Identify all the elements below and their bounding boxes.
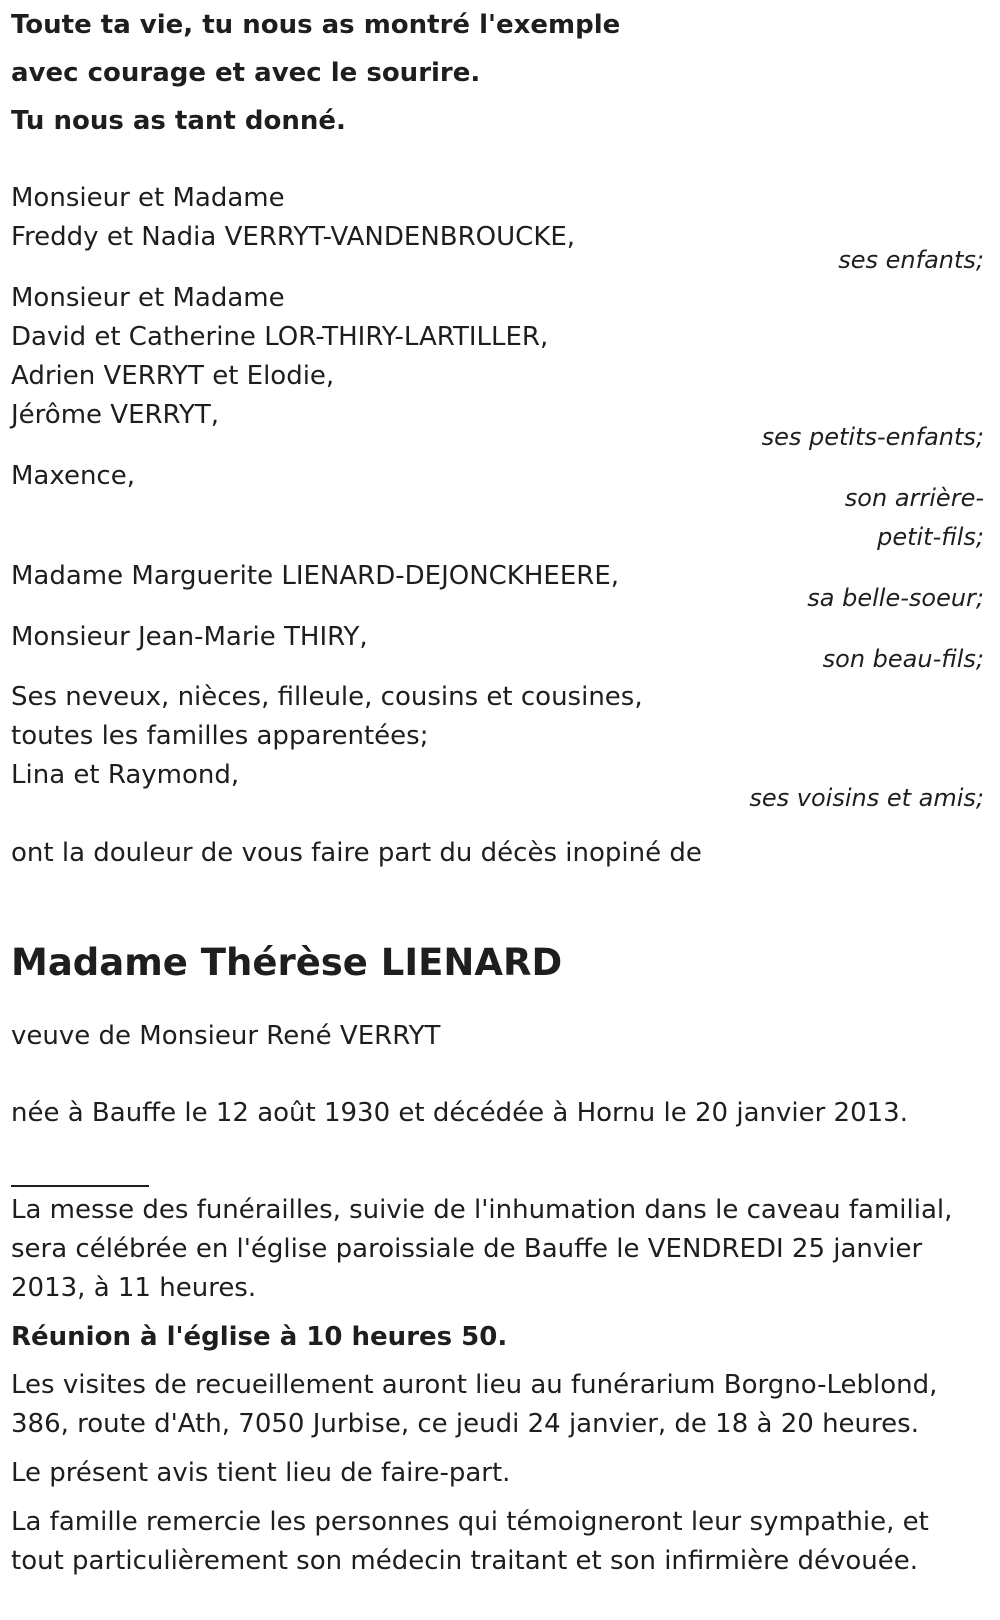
intro-line-1: Toute ta vie, tu nous as montré l'exemple (11, 10, 621, 40)
thanks-line-2: tout particulièrement son médecin traitant et son infirmière dévouée. (11, 1546, 918, 1576)
stepson-role: son beau-fils; (822, 645, 984, 673)
grandchildren-line-1: Monsieur et Madame (11, 283, 285, 313)
thanks-line-1: La famille remercie les personnes qui témoigneront leur sympathie, et (11, 1507, 929, 1537)
children-line-1: Monsieur et Madame (11, 183, 285, 213)
relatives-line-1: Ses neveux, nièces, filleule, cousins et cousines, (11, 682, 643, 712)
separator-rule (11, 1185, 149, 1187)
funeral-mass-line-2: sera célébrée en l'église paroissiale de Bauffe le VENDREDI 25 janvier (11, 1234, 923, 1264)
intro-line-2: avec courage et avec le sourire. (11, 58, 481, 88)
great-grandson-line: Maxence, (11, 461, 135, 491)
grandchildren-line-3: Adrien VERRYT et Elodie, (11, 361, 335, 391)
visits-line-2: 386, route d'Ath, 7050 Jurbise, ce jeudi 24 janvier, de 18 à 20 heures. (11, 1409, 919, 1439)
relatives-line-3: Lina et Raymond, (11, 760, 240, 790)
relatives-role: ses voisins et amis; (749, 784, 984, 812)
great-grandson-role-line-2: petit-fils; (877, 523, 984, 551)
relatives-line-2: toutes les familles apparentées; (11, 721, 429, 751)
intro-line-3: Tu nous as tant donné. (11, 106, 346, 136)
grandchildren-role: ses petits-enfants; (761, 423, 984, 451)
grandchildren-line-4: Jérôme VERRYT, (11, 400, 219, 430)
funeral-mass-line-1: La messe des funérailles, suivie de l'inhumation dans le caveau familial, (11, 1195, 953, 1225)
grandchildren-line-2: David et Catherine LOR-THIRY-LARTILLER, (11, 322, 549, 352)
notice-text: Le présent avis tient lieu de faire-part. (11, 1458, 511, 1488)
sister-in-law-role: sa belle-soeur; (807, 584, 984, 612)
funeral-mass-line-3: 2013, à 11 heures. (11, 1273, 257, 1303)
sister-in-law-line: Madame Marguerite LIENARD-DEJONCKHEERE, (11, 561, 620, 591)
widow-of-text: veuve de Monsieur René VERRYT (11, 1021, 441, 1051)
announcement-text: ont la douleur de vous faire part du décès inopiné de (11, 838, 702, 868)
deceased-name: Madame Thérèse LIENARD (11, 941, 563, 984)
birth-death-text: née à Bauffe le 12 août 1930 et décédée à Hornu le 20 janvier 2013. (11, 1098, 908, 1128)
children-role: ses enfants; (838, 246, 984, 274)
visits-line-1: Les visites de recueillement auront lieu au funérarium Borgno-Leblond, (11, 1370, 938, 1400)
children-line-2: Freddy et Nadia VERRYT-VANDENBROUCKE, (11, 222, 576, 252)
stepson-line: Monsieur Jean-Marie THIRY, (11, 622, 368, 652)
great-grandson-role-line-1: son arrière- (844, 484, 984, 512)
meeting-text: Réunion à l'église à 10 heures 50. (11, 1322, 508, 1352)
